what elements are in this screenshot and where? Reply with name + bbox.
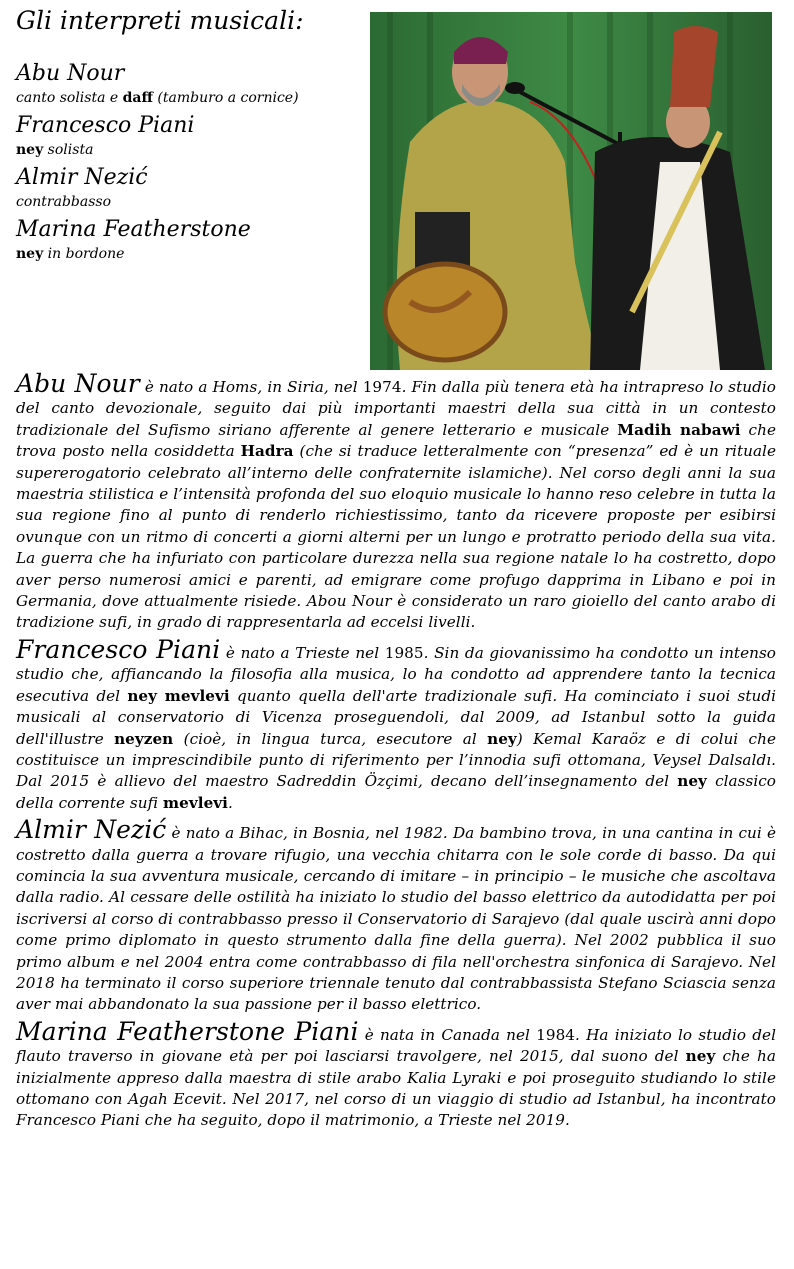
bio-text-segment: ) Kemal Karaöz e di colui che costituisce un imprescindibile punto di riferimento per l’innodia sufi ottomana, Veysel Dalsaldı. Dal 2015 è allievo del maestro Sadreddin Özçimi, decano dell’insegnamento del <box>16 729 776 791</box>
performers-header <box>16 4 366 268</box>
bio-text-segment: 1974 <box>362 378 402 396</box>
bio-text-segment: ney <box>677 772 707 791</box>
bio-text <box>16 644 776 812</box>
bio-text-segment: . Sin da giovanissimo ha condotto un intenso studio che, affiancando la filosofia alla musica, lo ha condotto ad apprendere tanto la tecnica esecutiva del <box>16 643 776 705</box>
bio-text-segment: . <box>227 793 233 812</box>
bio-text <box>16 824 776 1013</box>
performer-name: Marina Featherstone <box>16 217 251 242</box>
bio-text-segment: 1985 <box>384 643 424 662</box>
bio-text-segment: che trova posto nella cosiddetta <box>16 420 776 461</box>
bio-name: Abu Nour <box>16 369 140 398</box>
bio-text-segment: (cioè, in lingua turca, esecutore al <box>173 729 488 748</box>
bio-text <box>16 378 776 631</box>
performer-almir-nezic <box>16 164 366 212</box>
performer-francesco-piani <box>16 112 366 160</box>
performer-role: canto solista e daff (tamburo a cornice) <box>16 90 299 106</box>
bio-abu-nour <box>16 369 777 634</box>
bio-text-segment: mevlevi <box>163 793 228 812</box>
page-title: Gli interpreti musicali: <box>16 6 304 35</box>
bio-almir-nezic <box>16 815 776 1016</box>
bio-text-segment: ney <box>487 729 517 748</box>
performer-role: ney solista <box>16 142 94 158</box>
bio-text-segment: ney <box>685 1047 716 1066</box>
performer-name: Abu Nour <box>16 61 125 86</box>
performer-role: contrabbasso <box>16 194 112 210</box>
photo-illustration <box>370 12 772 370</box>
bio-text-segment: è nata in Canada nel <box>358 1025 537 1044</box>
bio-text-segment: neyzen <box>114 729 174 748</box>
bio-text-segment: classico della corrente sufi <box>16 772 776 812</box>
bio-name: Francesco Piani <box>16 634 221 664</box>
bio-text-segment: . Fin dalla più tenera età ha intrapreso lo studio del canto devozionale, seguito dai più importanti maestri della sua città in un contesto tradizionale del Sufismo siriano afferente al genere letterario e musicale <box>16 378 777 439</box>
performer-marina-featherstone <box>16 216 366 264</box>
biographies <box>16 369 777 1136</box>
bio-name: Almir Nezić <box>16 815 167 845</box>
bio-francesco-piani <box>16 634 777 814</box>
bio-text-segment: 1984 <box>536 1025 576 1044</box>
bio-text-segment: quanto quella dell'arte tradizionale sufi. Ha cominciato i suoi studi musicali al conservatorio di Vicenza proseguendoli, dal 2009, ad Istanbul sotto la guida dell'illustre <box>16 686 777 748</box>
bio-text-segment: . Ha iniziato lo studio del flauto traverso in giovane età per poi lasciarsi travolgere, nel 2015, dal suono del <box>16 1025 776 1066</box>
performer-abu-nour <box>16 60 366 108</box>
bio-text-segment: è nato a Homs, in Siria, nel <box>139 378 363 396</box>
performer-role: ney in bordone <box>16 246 125 262</box>
bio-text-segment: (che si traduce letteralmente con “presenza” ed è un rituale supererogatorio celebrato all’interno delle confraternite islamiche). Nel corso degli anni la sua maestria stilistica e l’intensità profonda del suo eloquio musicale lo hanno reso celebre in tutta la sua regione fino al punto di renderlo richiestissimo, tanto da ricevere proposte per esibirsi ovunque con un ritmo di concerti a giorni alterni per un lungo e protratto periodo della sua vita. La guerra che ha infuriato con particolare durezza nella sua regione natale lo ha costretto, dopo aver perso numerosi amici e parenti, ad emigrare come profugo dapprima in Libano e poi in Germania, dove attualmente risiede. Abou Nour è considerato un raro gioiello del canto arabo di tradizione sufi, in grado di rappresentarla ad eccelsi livelli. <box>16 442 777 632</box>
bio-text-segment: è nato a Trieste nel <box>220 643 385 662</box>
bio-text-segment: è nato a Bihac, in Bosnia, nel 1982. Da bambino trova, in una cantina in cui è costretto dalla guerra a trovare rifugio, una vecchia chitarra con le sole corde di basso. Da qui comincia la sua avventura musicale, cercando di imitare – in principio – le musiche che ascoltava dalla radio. Al cessare delle ostilità ha iniziato lo studio del basso elettrico da autodidatta per poi iscriversi al corso di contrabbasso presso il Conservatorio di Sarajevo (dal quale uscirà anni dopo come primo diplomato in questo strumento dalla fine della guerra). Nel 2002 pubblica il suo primo album e nel 2004 entra come contrabbasso di fila nell'orchestra sinfonica di Sarajevo. Nel 2018 ha terminato il corso superiore triennale tenuto dal contrabbassista Stefano Sciascia senza aver mai abbandonato la sua passione per il basso elettrico. <box>16 824 776 1014</box>
bio-text-segment: ney mevlevi <box>127 686 230 705</box>
bio-name: Marina Featherstone Piani <box>16 1016 359 1046</box>
bio-text-segment: Madih nabawi <box>617 420 741 439</box>
bio-text-segment: che ha inizialmente appreso dalla maestra di stile arabo Kalia Lyraki e poi proseguito studiando lo stile ottomano con Agah Ecevit. Nel 2017, nel corso di un viaggio di studio ad Istanbul, ha incontrato Francesco Piani che ha seguito, dopo il matrimonio, a Trieste nel 2019. <box>16 1047 776 1130</box>
bio-marina-featherstone <box>16 1016 776 1132</box>
bio-text-segment: Hadra <box>240 442 294 461</box>
performers-photo <box>370 12 772 370</box>
performer-name: Almir Nezić <box>16 165 148 190</box>
performer-name: Francesco Piani <box>16 113 195 138</box>
